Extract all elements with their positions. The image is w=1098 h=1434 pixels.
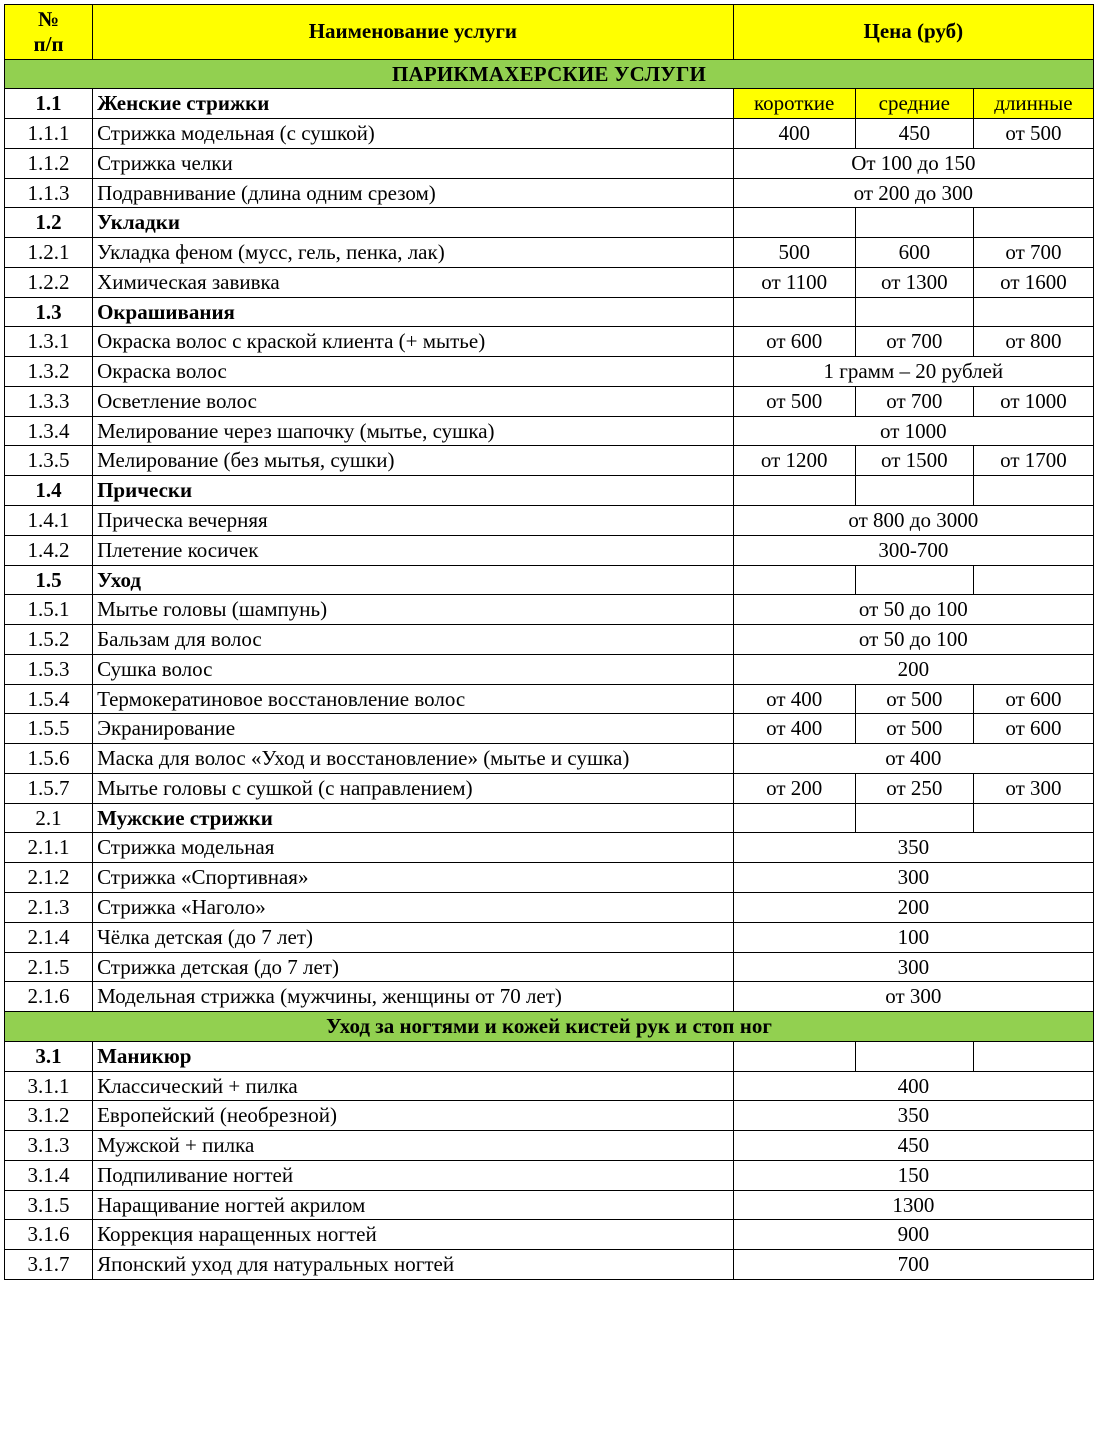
table-row [5, 982, 1094, 1012]
row-service-name: Химическая завивка [93, 267, 734, 297]
row-price-medium: от 250 [855, 773, 973, 803]
price-list-table [4, 4, 1094, 1280]
row-price-long: от 300 [973, 773, 1093, 803]
row-price: 350 [733, 833, 1093, 863]
row-service-name: Мытье головы с сушкой (с направлением) [93, 773, 734, 803]
row-price-long: от 500 [973, 119, 1093, 149]
table-row [5, 1160, 1094, 1190]
row-price-short: от 400 [733, 684, 855, 714]
group-number: 2.1 [5, 803, 93, 833]
row-service-name: Маска для волос «Уход и восстановление» (мытье и сушка) [93, 744, 734, 774]
table-row [5, 535, 1094, 565]
row-price: от 400 [733, 744, 1093, 774]
empty-cell [973, 565, 1093, 595]
header-service-name: Наименование услуги [93, 5, 734, 60]
length-header-long: длинные [973, 89, 1093, 119]
row-price-short: от 500 [733, 386, 855, 416]
row-number: 1.3.5 [5, 446, 93, 476]
row-price: 900 [733, 1220, 1093, 1250]
group-number: 1.1 [5, 89, 93, 119]
row-number: 1.5.3 [5, 654, 93, 684]
group-number: 3.1 [5, 1041, 93, 1071]
empty-cell [733, 1041, 855, 1071]
table-row [5, 922, 1094, 952]
table-row [5, 357, 1094, 387]
row-number: 3.1.1 [5, 1071, 93, 1101]
row-service-name: Термокератиновое восстановление волос [93, 684, 734, 714]
row-service-name: Чёлка детская (до 7 лет) [93, 922, 734, 952]
row-price: 400 [733, 1071, 1093, 1101]
row-price-long: от 600 [973, 714, 1093, 744]
group-name: Укладки [93, 208, 734, 238]
table-row [5, 148, 1094, 178]
row-price: от 300 [733, 982, 1093, 1012]
empty-cell [855, 803, 973, 833]
header-price: Цена (руб) [733, 5, 1093, 60]
row-number: 3.1.3 [5, 1131, 93, 1161]
group-name: Маникюр [93, 1041, 734, 1071]
row-price-short: от 1200 [733, 446, 855, 476]
empty-cell [733, 297, 855, 327]
row-price: 300-700 [733, 535, 1093, 565]
row-price-long: от 600 [973, 684, 1093, 714]
table-row [5, 506, 1094, 536]
row-price: 1 грамм – 20 рублей [733, 357, 1093, 387]
row-number: 1.3.4 [5, 416, 93, 446]
row-service-name: Подравнивание (длина одним срезом) [93, 178, 734, 208]
group-row [5, 1041, 1094, 1071]
table-row [5, 1101, 1094, 1131]
row-service-name: Наращивание ногтей акрилом [93, 1190, 734, 1220]
row-number: 1.2.1 [5, 238, 93, 268]
row-number: 1.5.2 [5, 625, 93, 655]
row-price-short: от 200 [733, 773, 855, 803]
row-price: от 50 до 100 [733, 625, 1093, 655]
row-service-name: Мелирование (без мытья, сушки) [93, 446, 734, 476]
row-price-long: от 800 [973, 327, 1093, 357]
row-price-medium: от 700 [855, 327, 973, 357]
row-price-short: 400 [733, 119, 855, 149]
row-price: 200 [733, 654, 1093, 684]
row-price: 300 [733, 863, 1093, 893]
table-row [5, 386, 1094, 416]
empty-cell [855, 1041, 973, 1071]
row-price-medium: 450 [855, 119, 973, 149]
group-name: Женские стрижки [93, 89, 734, 119]
row-number: 2.1.5 [5, 952, 93, 982]
length-header-short: короткие [733, 89, 855, 119]
empty-cell [733, 476, 855, 506]
row-service-name: Стрижка «Спортивная» [93, 863, 734, 893]
table-row [5, 267, 1094, 297]
row-service-name: Стрижка детская (до 7 лет) [93, 952, 734, 982]
row-service-name: Прическа вечерняя [93, 506, 734, 536]
row-price: от 200 до 300 [733, 178, 1093, 208]
table-row [5, 595, 1094, 625]
row-number: 2.1.1 [5, 833, 93, 863]
table-row [5, 625, 1094, 655]
row-service-name: Мытье головы (шампунь) [93, 595, 734, 625]
row-price: 450 [733, 1131, 1093, 1161]
header-number-line1: № [37, 7, 60, 31]
row-service-name: Модельная стрижка (мужчины, женщины от 70 лет) [93, 982, 734, 1012]
row-number: 3.1.6 [5, 1220, 93, 1250]
empty-cell [855, 476, 973, 506]
empty-cell [973, 208, 1093, 238]
table-header-row [5, 5, 1094, 60]
row-number: 3.1.2 [5, 1101, 93, 1131]
empty-cell [973, 803, 1093, 833]
row-number: 1.3.3 [5, 386, 93, 416]
row-price-medium: от 1300 [855, 267, 973, 297]
row-price-long: от 700 [973, 238, 1093, 268]
table-row [5, 654, 1094, 684]
table-row [5, 1220, 1094, 1250]
row-number: 1.5.7 [5, 773, 93, 803]
table-row [5, 327, 1094, 357]
row-price-long: от 1000 [973, 386, 1093, 416]
row-price-short: от 1100 [733, 267, 855, 297]
group-number: 1.3 [5, 297, 93, 327]
row-price: От 100 до 150 [733, 148, 1093, 178]
group-number: 1.5 [5, 565, 93, 595]
row-number: 1.3.2 [5, 357, 93, 387]
row-price: 150 [733, 1160, 1093, 1190]
row-price: от 800 до 3000 [733, 506, 1093, 536]
row-number: 1.5.1 [5, 595, 93, 625]
table-row [5, 1250, 1094, 1280]
row-price: от 1000 [733, 416, 1093, 446]
row-price-short: от 600 [733, 327, 855, 357]
header-number-cell [5, 5, 93, 60]
row-number: 1.1.1 [5, 119, 93, 149]
group-row [5, 89, 1094, 119]
row-price-medium: от 500 [855, 714, 973, 744]
row-service-name: Окраска волос [93, 357, 734, 387]
table-row [5, 178, 1094, 208]
row-number: 3.1.7 [5, 1250, 93, 1280]
row-price: от 50 до 100 [733, 595, 1093, 625]
table-row [5, 446, 1094, 476]
row-service-name: Сушка волос [93, 654, 734, 684]
row-service-name: Стрижка «Наголо» [93, 892, 734, 922]
row-number: 1.5.6 [5, 744, 93, 774]
table-row [5, 833, 1094, 863]
table-row [5, 714, 1094, 744]
table-row [5, 416, 1094, 446]
table-row [5, 1131, 1094, 1161]
row-service-name: Японский уход для натуральных ногтей [93, 1250, 734, 1280]
empty-cell [973, 297, 1093, 327]
row-price-medium: от 1500 [855, 446, 973, 476]
row-service-name: Мелирование через шапочку (мытье, сушка) [93, 416, 734, 446]
empty-cell [973, 1041, 1093, 1071]
row-number: 2.1.2 [5, 863, 93, 893]
row-number: 3.1.4 [5, 1160, 93, 1190]
group-name: Окрашивания [93, 297, 734, 327]
row-number: 2.1.4 [5, 922, 93, 952]
table-row [5, 684, 1094, 714]
empty-cell [973, 476, 1093, 506]
empty-cell [733, 803, 855, 833]
header-number-line2: п/п [33, 31, 64, 56]
row-price: 200 [733, 892, 1093, 922]
row-number: 1.4.2 [5, 535, 93, 565]
row-price: 100 [733, 922, 1093, 952]
group-name: Уход [93, 565, 734, 595]
empty-cell [855, 208, 973, 238]
row-service-name: Осветление волос [93, 386, 734, 416]
row-number: 1.1.2 [5, 148, 93, 178]
row-service-name: Стрижка челки [93, 148, 734, 178]
table-row [5, 863, 1094, 893]
empty-cell [855, 297, 973, 327]
group-number: 1.2 [5, 208, 93, 238]
empty-cell [733, 565, 855, 595]
row-service-name: Подпиливание ногтей [93, 1160, 734, 1190]
table-row [5, 952, 1094, 982]
table-row [5, 119, 1094, 149]
row-number: 3.1.5 [5, 1190, 93, 1220]
table-row [5, 773, 1094, 803]
section-row [5, 59, 1094, 89]
section-title-nails: Уход за ногтями и кожей кистей рук и стоп ног [5, 1012, 1094, 1042]
row-number: 1.5.4 [5, 684, 93, 714]
row-price: 300 [733, 952, 1093, 982]
row-number: 2.1.3 [5, 892, 93, 922]
row-service-name: Стрижка модельная [93, 833, 734, 863]
empty-cell [855, 565, 973, 595]
group-name: Мужские стрижки [93, 803, 734, 833]
row-service-name: Бальзам для волос [93, 625, 734, 655]
row-price: 1300 [733, 1190, 1093, 1220]
group-row [5, 565, 1094, 595]
row-number: 1.2.2 [5, 267, 93, 297]
row-price-long: от 1600 [973, 267, 1093, 297]
table-row [5, 892, 1094, 922]
row-number: 2.1.6 [5, 982, 93, 1012]
table-row [5, 1190, 1094, 1220]
group-row [5, 208, 1094, 238]
row-price: 350 [733, 1101, 1093, 1131]
group-name: Прически [93, 476, 734, 506]
group-row [5, 476, 1094, 506]
length-header-medium: средние [855, 89, 973, 119]
row-number: 1.4.1 [5, 506, 93, 536]
row-number: 1.5.5 [5, 714, 93, 744]
group-number: 1.4 [5, 476, 93, 506]
row-service-name: Коррекция наращенных ногтей [93, 1220, 734, 1250]
empty-cell [733, 208, 855, 238]
group-row [5, 803, 1094, 833]
row-service-name: Классический + пилка [93, 1071, 734, 1101]
row-service-name: Европейский (необрезной) [93, 1101, 734, 1131]
section-title-hairdressing: ПАРИКМАХЕРСКИЕ УСЛУГИ [5, 59, 1094, 89]
row-price-medium: от 700 [855, 386, 973, 416]
row-price-short: 500 [733, 238, 855, 268]
table-row [5, 1071, 1094, 1101]
row-service-name: Укладка феном (мусс, гель, пенка, лак) [93, 238, 734, 268]
row-number: 1.3.1 [5, 327, 93, 357]
row-price-medium: от 500 [855, 684, 973, 714]
row-service-name: Плетение косичек [93, 535, 734, 565]
group-row [5, 297, 1094, 327]
row-service-name: Мужской + пилка [93, 1131, 734, 1161]
row-price-short: от 400 [733, 714, 855, 744]
row-service-name: Экранирование [93, 714, 734, 744]
row-price-long: от 1700 [973, 446, 1093, 476]
table-row [5, 238, 1094, 268]
row-price: 700 [733, 1250, 1093, 1280]
row-service-name: Стрижка модельная (с сушкой) [93, 119, 734, 149]
row-price-medium: 600 [855, 238, 973, 268]
section-row [5, 1012, 1094, 1042]
row-service-name: Окраска волос с краской клиента (+ мытье) [93, 327, 734, 357]
table-row [5, 744, 1094, 774]
row-number: 1.1.3 [5, 178, 93, 208]
